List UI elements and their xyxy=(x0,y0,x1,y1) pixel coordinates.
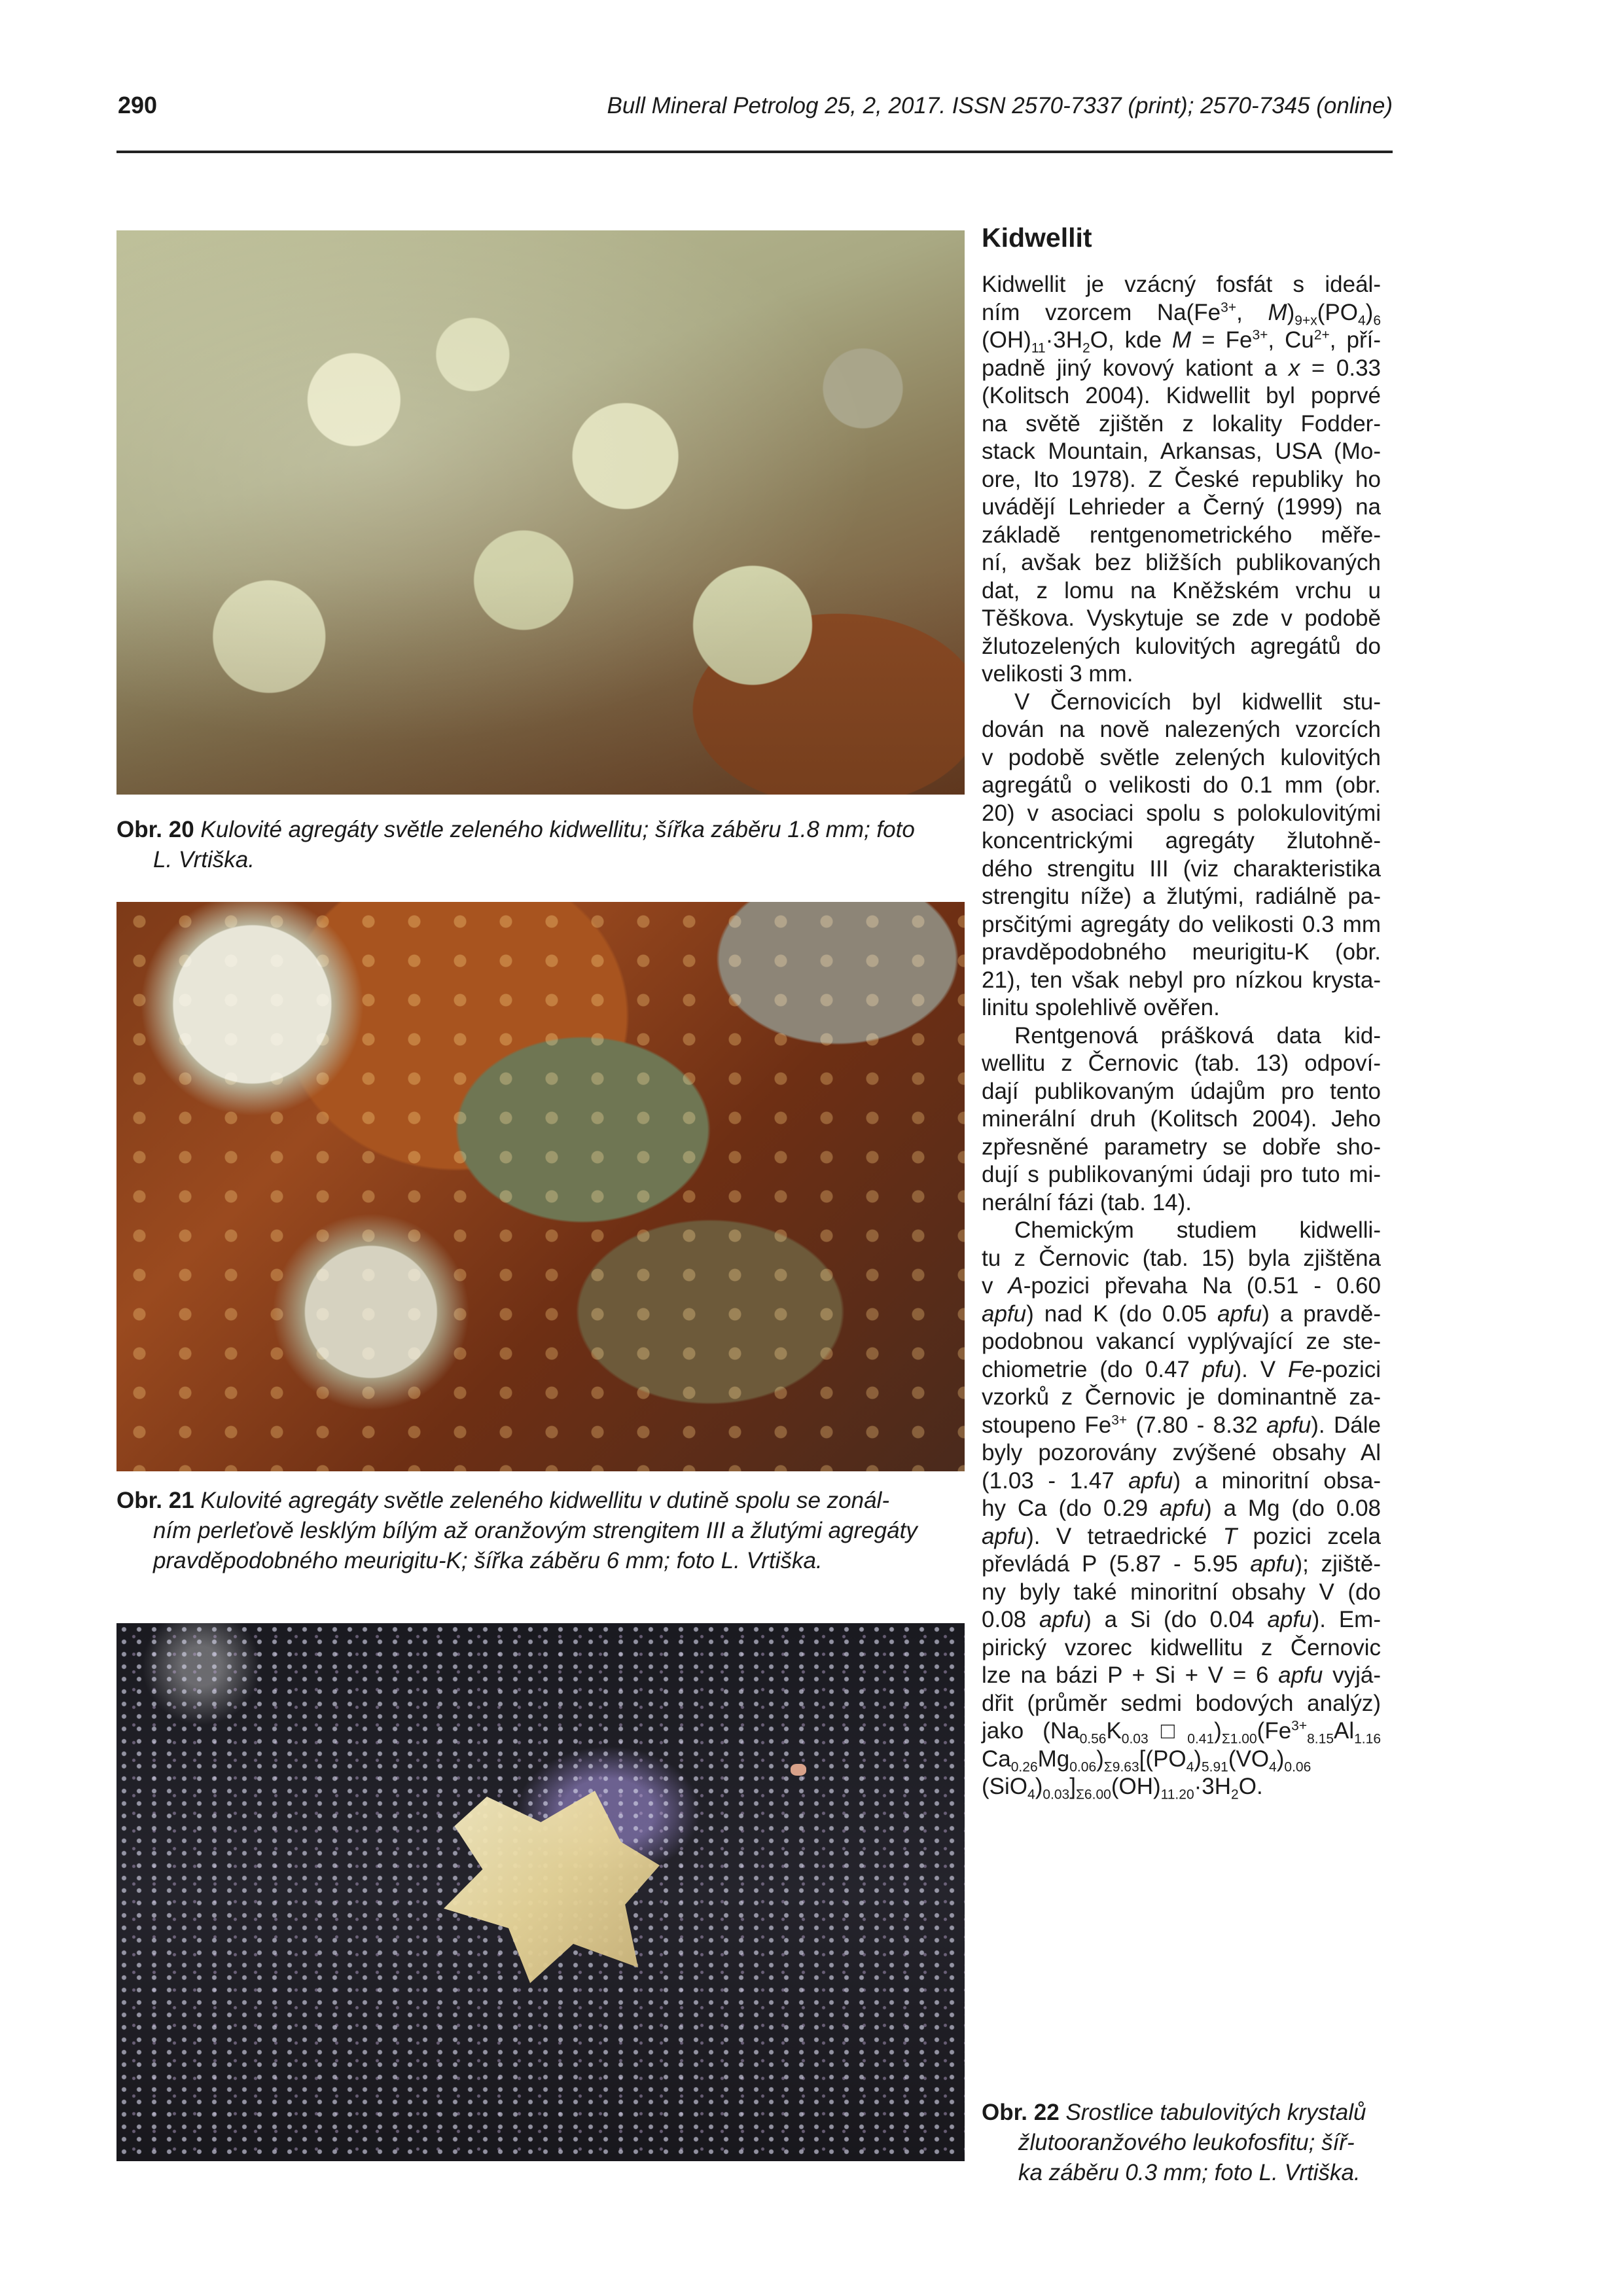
text-line: Kidwellit je vzácný fosfát s ideál- xyxy=(982,272,1381,297)
text-line: ore, Ito 1978). Z České republiky ho xyxy=(982,466,1381,492)
text-line: základě rentgenometrického měře- xyxy=(982,522,1381,548)
text-line: v A-pozici převaha Na (0.51 - 0.60 xyxy=(982,1273,1381,1299)
text-line: zpřesněné parametry se dobře sho- xyxy=(982,1134,1381,1160)
text-line: dají publikovaným údajům pro tento xyxy=(982,1078,1381,1104)
text-line: apfu). V tetraedrické T pozici zcela xyxy=(982,1523,1381,1549)
text-line: ním vzorcem $Na(Fe^{3+}$, $M)_{9+x}(PO_4)_6$ xyxy=(982,299,1382,328)
text-line: minerální druh (Kolitsch 2004). Jeho xyxy=(982,1106,1381,1132)
text-line: stoupeno $Fe^{3+}$ (7.80 - 8.32 apfu). Dále xyxy=(982,1412,1381,1438)
caption-line: L. Vrtiška. xyxy=(153,847,255,872)
figure-22-caption xyxy=(982,2098,1394,2188)
caption-line: pravděpodobného meurigitu-K; šířka záběru 6 mm; foto L. Vrtiška. xyxy=(153,1548,823,1573)
text-line: převládá P (5.87 - 5.95 apfu); zjiště- xyxy=(982,1551,1381,1577)
caption-line: Kulovité agregáty světle zeleného kidwellitu v dutině spolu se zonál- xyxy=(200,1488,889,1513)
text-line: $Ca_{0.26}Mg_{0.06})_{\Sigma 9.63}[(PO_4)_{5.91}(VO_4)_{0.06}$ xyxy=(982,1746,1311,1774)
text-line: 21), ten však nebyl pro nízkou krysta- xyxy=(982,967,1381,993)
text-line: na světě zjištěn z lokality Fodder- xyxy=(982,410,1381,437)
figure-label: Obr. 20 xyxy=(116,817,194,842)
text-line: Chemickým studiem kidwelli- xyxy=(1014,1217,1381,1243)
text-line: pirický vzorec kidwellitu z Černovic xyxy=(982,1634,1381,1660)
figure-label: Obr. 22 xyxy=(982,2100,1060,2125)
text-line: V Černovicích byl kidwellit stu- xyxy=(1014,689,1381,715)
text-line: dován na nově nalezených vzorcích xyxy=(982,717,1381,742)
text-line: apfu) nad K (do 0.05 apfu) a pravdě- xyxy=(982,1300,1381,1327)
text-line: dují s publikovanými údaji pro tuto mi- xyxy=(982,1162,1381,1187)
text-line: ny byly také minoritní obsahy V (do xyxy=(982,1579,1381,1605)
text-line: 0.08 apfu) a Si (do 0.04 apfu). Em- xyxy=(982,1607,1381,1632)
figure-22-photo xyxy=(116,1623,965,2161)
text-line: $(SiO_4)_{0.03}]_{\Sigma 6.00}(OH)_{11.20}\cdot 3H_2O$. xyxy=(982,1774,1263,1803)
figure-20-photo xyxy=(116,230,965,795)
text-line: vzorků z Černovic je dominantně za- xyxy=(982,1384,1381,1410)
text-line: hy Ca (do 0.29 apfu) a Mg (do 0.08 xyxy=(982,1496,1381,1521)
text-line: žlutozelených kulovitých agregátů do xyxy=(982,633,1381,659)
text-line: uvádějí Lehrieder a Černý (1999) na xyxy=(982,494,1381,520)
header-rule xyxy=(116,151,1393,153)
text-line: dat, z lomu na Kněžském vrchu u xyxy=(982,577,1381,603)
text-line: strengitu níže) a žlutými, radiálně pa- xyxy=(982,884,1381,909)
text-line: (Kolitsch 2004). Kidwellit byl poprvé xyxy=(982,383,1381,408)
text-line: Těškova. Vyskytuje se zde v podobě xyxy=(982,605,1381,631)
section-heading: Kidwellit xyxy=(982,223,1092,253)
text-line: velikosti 3 mm. xyxy=(982,661,1133,687)
text-line: lze na bázi P + Si + V = 6 apfu vyjá- xyxy=(982,1662,1381,1688)
text-line: pravděpodobného meurigitu-K (obr. xyxy=(982,939,1381,965)
text-line: ní, avšak bez bližších publikovaných xyxy=(982,550,1381,575)
figure-20-caption xyxy=(116,815,967,875)
text-line: podobnou vakancí vyplývající ze ste- xyxy=(982,1329,1381,1354)
page-number: 290 xyxy=(118,92,158,118)
figure-21-caption xyxy=(116,1486,967,1576)
text-line: dého strengitu III (viz charakteristika xyxy=(982,855,1381,882)
figure-label: Obr. 21 xyxy=(116,1488,194,1513)
text-line: nerální fázi (tab. 14). xyxy=(982,1189,1192,1215)
text-line: Rentgenová prášková data kid- xyxy=(1014,1022,1381,1049)
text-line: dřit (průměr sedmi bodových analýz) xyxy=(982,1690,1381,1716)
article-text xyxy=(982,271,1381,1801)
caption-line: ním perleťově lesklým bílým až oranžovým strengitem III a žlutými agregáty xyxy=(153,1518,918,1543)
caption-line: ka záběru 0.3 mm; foto L. Vrtiška. xyxy=(1018,2160,1361,2185)
caption-line: Kulovité agregáty světle zeleného kidwellitu; šířka záběru 1.8 mm; foto xyxy=(200,817,915,842)
text-line: $(OH)_{11}\cdot 3H_2O$, kde $M = Fe^{3+}$, $Cu^{2+}$, pří- xyxy=(982,327,1381,356)
text-line: v podobě světle zelených kulovitých xyxy=(982,744,1381,770)
text-line: linitu spolehlivě ověřen. xyxy=(982,995,1220,1020)
text-line: prsčitými agregáty do velikosti 0.3 mm xyxy=(982,911,1381,937)
text-line: byly pozorovány zvýšené obsahy Al xyxy=(982,1440,1381,1465)
caption-line: Srostlice tabulovitých krystalů xyxy=(1065,2100,1366,2125)
text-line: chiometrie (do 0.47 pfu). V Fe-pozici xyxy=(982,1356,1381,1382)
text-line: jako $(Na_{0.56}K_{0.03}□_{0.41})_{\Sigma 1.00}(Fe^{3+}_{8.15}Al_{1.16}$ xyxy=(982,1718,1381,1747)
figure-21-photo xyxy=(116,902,965,1471)
text-line: (1.03 - 1.47 apfu) a minoritní obsa- xyxy=(982,1467,1381,1494)
text-line: tu z Černovic (tab. 15) byla zjištěna xyxy=(982,1245,1381,1271)
caption-line: žlutooranžového leukofosfitu; šíř- xyxy=(1018,2130,1355,2155)
text-line: 20) v asociaci spolu s polokulovitými xyxy=(982,800,1381,826)
text-line: padně jiný kovový kationt a x = 0.33 xyxy=(982,355,1382,381)
journal-citation: Bull Mineral Petrolog 25, 2, 2017. ISSN 2570-7337 (print); 2570-7345 (online) xyxy=(607,93,1393,118)
text-line: agregátů o velikosti do 0.1 mm (obr. xyxy=(982,772,1381,798)
text-line: koncentrickými agregáty žlutohně- xyxy=(982,828,1381,853)
text-line: stack Mountain, Arkansas, USA (Mo- xyxy=(982,439,1381,464)
text-line: wellitu z Černovic (tab. 13) odpoví- xyxy=(982,1050,1381,1076)
